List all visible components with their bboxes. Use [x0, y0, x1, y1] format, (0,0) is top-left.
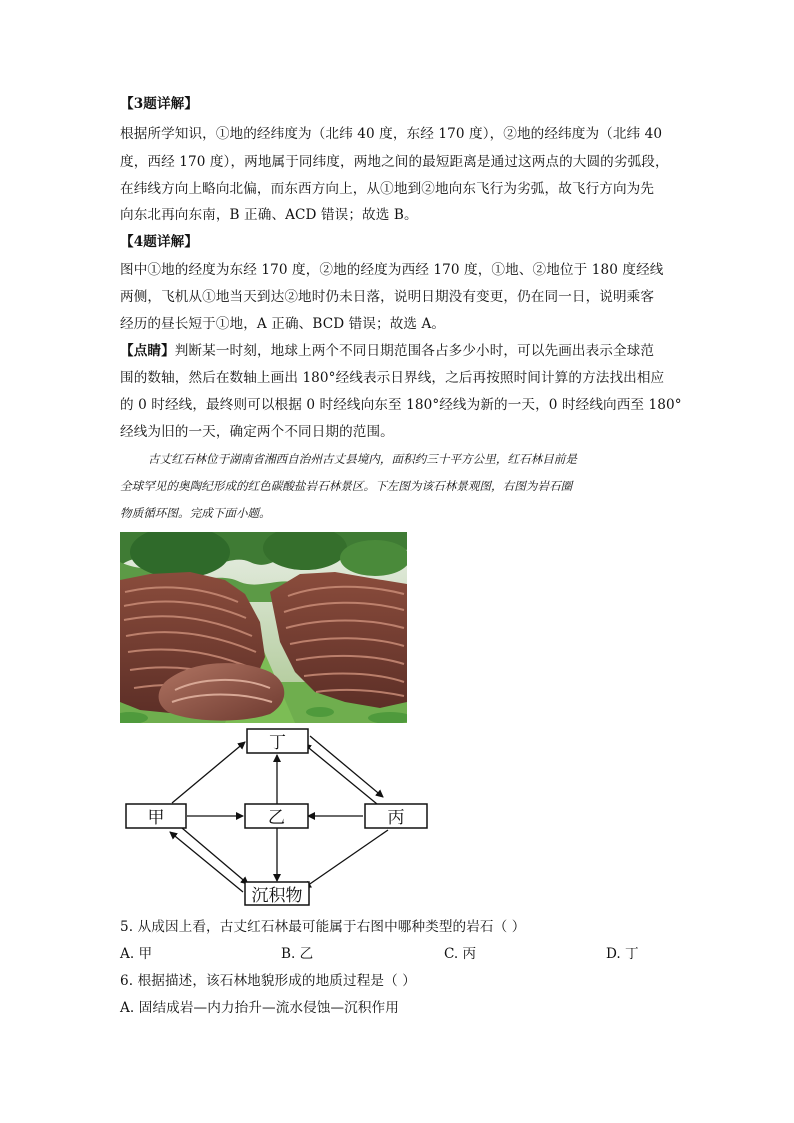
passage-line-1: 古丈红石林位于湖南省湘西自治州古丈县境内，面积约三十平方公里，红石林目前是	[148, 452, 577, 466]
node-sediment-label: 沉积物	[251, 886, 303, 906]
section4-heading: 【4题详解】	[120, 234, 199, 250]
tip-line-3: 的 0 时经线，最终则可以根据 0 时经线向东至 180°经线为新的一天，0 时经线向西至 180°	[120, 397, 682, 413]
arrow-ding-to-bing	[310, 736, 383, 797]
stone-forest-photo	[120, 532, 407, 723]
arrow-bing-to-ding	[304, 744, 377, 804]
q5-option-d: D. 丁	[606, 946, 639, 962]
section4-line-2: 两侧，飞机从①地当天到达②地时仍未日落，说明日期没有变更，仍在同一日，说明乘客	[120, 289, 655, 305]
q5-option-a: A. 甲	[120, 946, 153, 962]
arrow-jia-to-sediment	[182, 828, 248, 884]
section3-line-1: 根据所学知识，①地的经纬度为（北纬 40 度，东经 170 度），②地的经纬度为（北纬 40	[120, 126, 663, 142]
section3-line-3: 在纬线方向上略向北偏，而东西方向上，从①地到②地向东飞行为劣弧，故飞行方向为先	[120, 181, 655, 197]
section3-heading: 【3题详解】	[120, 96, 199, 112]
passage-line-2: 全球罕见的奥陶纪形成的红色碳酸盐岩石林景区。下左图为该石林景观图，右图为岩石圈	[120, 479, 573, 493]
tip-line-4: 经线为旧的一天，确定两个不同日期的范围。	[120, 424, 394, 440]
rock-cycle-diagram	[120, 728, 432, 906]
arrow-jia-to-ding	[172, 742, 245, 803]
section4-line-1: 图中①地的经度为东经 170 度，②地的经度为西经 170 度，①地、②地位于 180 度经线	[120, 262, 664, 278]
arrow-sediment-to-jia	[170, 832, 243, 892]
section3-line-2: 度，西经 170 度），两地属于同纬度，两地之间的最短距离是通过这两点的大圆的劣弧段，	[120, 154, 669, 170]
node-jia-label: 甲	[147, 808, 165, 828]
arrow-bing-to-sediment	[304, 830, 388, 888]
node-ding-label: 丁	[269, 733, 286, 753]
section3-line-4: 向东北再向东南，B 正确、ACD 错误；故选 B。	[120, 207, 418, 223]
tip-text-1: 判断某一时刻，地球上两个不同日期范围各占多少小时，可以先画出表示全球范	[174, 343, 655, 359]
node-yi-label: 乙	[268, 808, 285, 828]
section4-line-3: 经历的昼长短于①地，A 正确、BCD 错误；故选 A。	[120, 316, 446, 332]
q5-option-c: C. 丙	[444, 946, 477, 962]
tip-line-1	[120, 341, 680, 361]
passage-line-3: 物质循环图。完成下面小题。	[120, 506, 271, 520]
q6-stem: 6. 根据描述，该石林地貌形成的地质过程是（ ）	[120, 973, 416, 989]
tip-heading: 【点睛】	[120, 343, 175, 359]
node-bing-label: 丙	[387, 808, 405, 828]
q5-stem: 5. 从成因上看，古丈红石林最可能属于右图中哪种类型的岩石（ ）	[120, 919, 526, 935]
q6-option-a: A. 固结成岩—内力抬升—流水侵蚀—沉积作用	[120, 1000, 399, 1016]
tip-line-2: 围的数轴，然后在数轴上画出 180°经线表示日界线，之后再按照时间计算的方法找出相应	[120, 370, 665, 386]
q5-option-b: B. 乙	[281, 946, 314, 962]
